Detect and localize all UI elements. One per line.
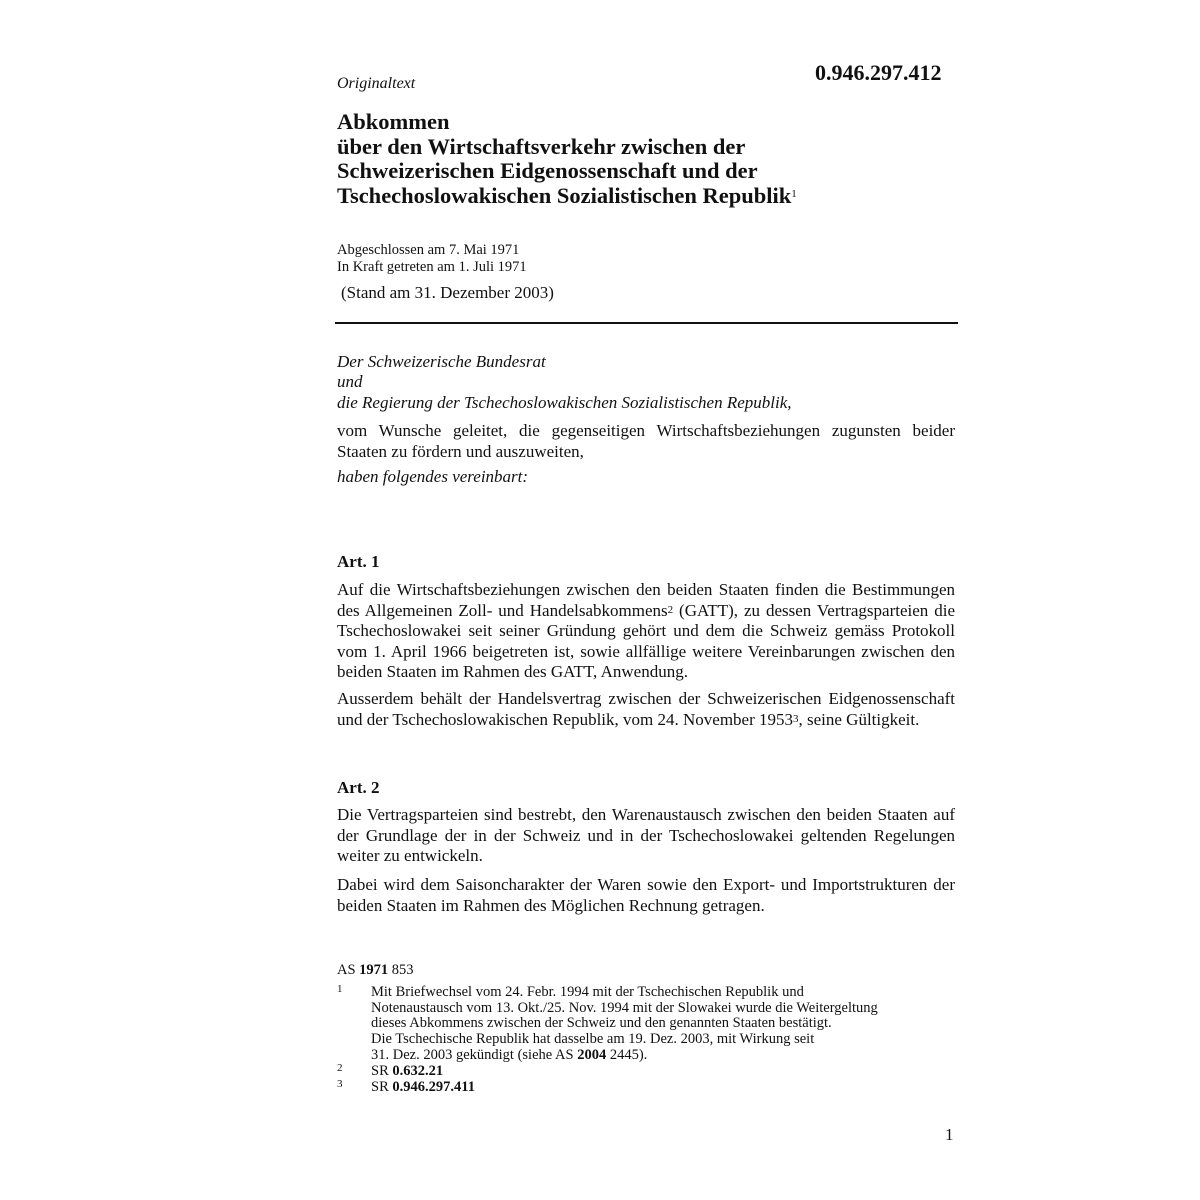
footnote-line: Mit Briefwechsel vom 24. Febr. 1994 mit der Tschechischen Republik und — [371, 984, 804, 1000]
preamble-party-1: Der Schweizerische Bundesrat — [337, 352, 546, 371]
sr-reference[interactable]: 0.946.297.411 — [392, 1079, 475, 1095]
footnote-text-part: 31. Dez. 2003 gekündigt (siehe AS — [371, 1046, 578, 1063]
footnote-line: Die Tschechische Republik hat dasselbe am 19. Dez. 2003, mit Wirkung seit — [371, 1031, 815, 1048]
title-line: Abkommen — [337, 109, 450, 134]
paragraph-text: , seine Gültigkeit. — [798, 709, 920, 729]
article-1-paragraph-2 — [337, 689, 955, 730]
paragraph-text: Auf die Wirtschaftsbeziehungen zwischen den beiden Staaten finden die Bestimmungen des Allgemeinen Zoll- und Handelsabkommens — [337, 580, 955, 620]
preamble-and: und — [337, 372, 363, 391]
as-page: 853 — [391, 962, 414, 978]
document-title — [337, 110, 977, 208]
footnote-line: Notenaustausch vom 13. Okt./25. Nov. 1994 mit der Slowakei wurde die Weitergeltung — [371, 999, 878, 1016]
footnote-line: dieses Abkommens zwischen der Schweiz und den genannten Staaten bestätigt. — [371, 1015, 832, 1032]
original-text-label: Originaltext — [337, 75, 416, 92]
article-1-heading: Art. 1 — [337, 552, 380, 571]
conclusion-dates — [337, 242, 527, 276]
article-1-paragraph-1 — [337, 580, 955, 683]
sr-number: 0.946.297.412 — [815, 60, 942, 85]
footnote-text — [371, 1080, 961, 1096]
paragraph-text: (GATT), zu dessen Vertragsparteien die Tschechoslowakei seit seiner Gründung gehört und dem die Schweiz gemäss Protokoll vom 1. April 1966 beigetreten ist, sowie allfällige weitere Vereinbarungen zwischen den beiden Staaten im Rahmen des GATT, Anwendung. — [337, 600, 955, 681]
footnote-ref[interactable]: 1 — [791, 187, 797, 200]
footnote-number: 2 — [337, 1062, 343, 1074]
footnote-line — [371, 1048, 961, 1064]
article-2-paragraph-2: Dabei wird dem Saisoncharakter der Waren sowie den Export- und Importstrukturen der beiden Staaten im Rahmen des Möglichen Rechnung getragen. — [337, 875, 955, 915]
status-date: (Stand am 31. Dezember 2003) — [341, 283, 554, 302]
article-2-paragraph-1: Die Vertragsparteien sind bestrebt, den Warenaustausch zwischen den beiden Staaten auf der Grundlage der in der Schweiz und in der Tschechoslowakei geltenden Regelungen weiter zu entwickeln. — [337, 805, 955, 865]
footnote-text — [371, 985, 961, 1064]
preamble-party-2: die Regierung der Tschechoslowakischen Sozialistischen Republik, — [337, 393, 792, 412]
title-line: über den Wirtschaftsverkehr zwischen der — [337, 133, 746, 159]
footnote-text — [371, 1064, 961, 1080]
preamble-intent: vom Wunsche geleitet, die gegenseitigen Wirtschaftsbeziehungen zugunsten beider Staaten zu fördern und auszuweiten, — [337, 421, 955, 461]
sr-reference[interactable]: 0.632.21 — [392, 1063, 444, 1079]
title-line-text: Tschechoslowakischen Sozialistischen Republik — [337, 182, 792, 208]
page-number: 1 — [945, 1125, 954, 1144]
divider — [335, 322, 958, 324]
footnote-ref[interactable]: 3 — [793, 712, 799, 725]
footnote-text-part: 2445). — [606, 1046, 648, 1063]
footnote-number: 1 — [337, 983, 343, 995]
as-year: 2004 — [577, 1046, 607, 1063]
footnote-number: 3 — [337, 1078, 343, 1090]
concluded-date: Abgeschlossen am 7. Mai 1971 — [337, 242, 520, 258]
footnote-ref[interactable]: 2 — [667, 603, 674, 616]
sr-prefix: SR — [371, 1079, 389, 1095]
sr-prefix: SR — [371, 1063, 389, 1079]
preamble-agreed: haben folgendes vereinbart: — [337, 467, 529, 486]
as-reference — [337, 963, 414, 979]
article-2-heading: Art. 2 — [337, 778, 380, 797]
title-line — [337, 184, 977, 209]
in-force-date: In Kraft getreten am 1. Juli 1971 — [337, 259, 527, 275]
as-prefix: AS — [337, 962, 356, 978]
title-line: Schweizerischen Eidgenossenschaft und der — [337, 158, 758, 183]
paragraph-text: Ausserdem behält der Handelsvertrag zwischen der Schweizerischen Eidgenossenschaft und der Tschechoslowakischen Republik, vom 24. November 1953 — [337, 689, 955, 729]
as-year: 1971 — [359, 962, 389, 978]
